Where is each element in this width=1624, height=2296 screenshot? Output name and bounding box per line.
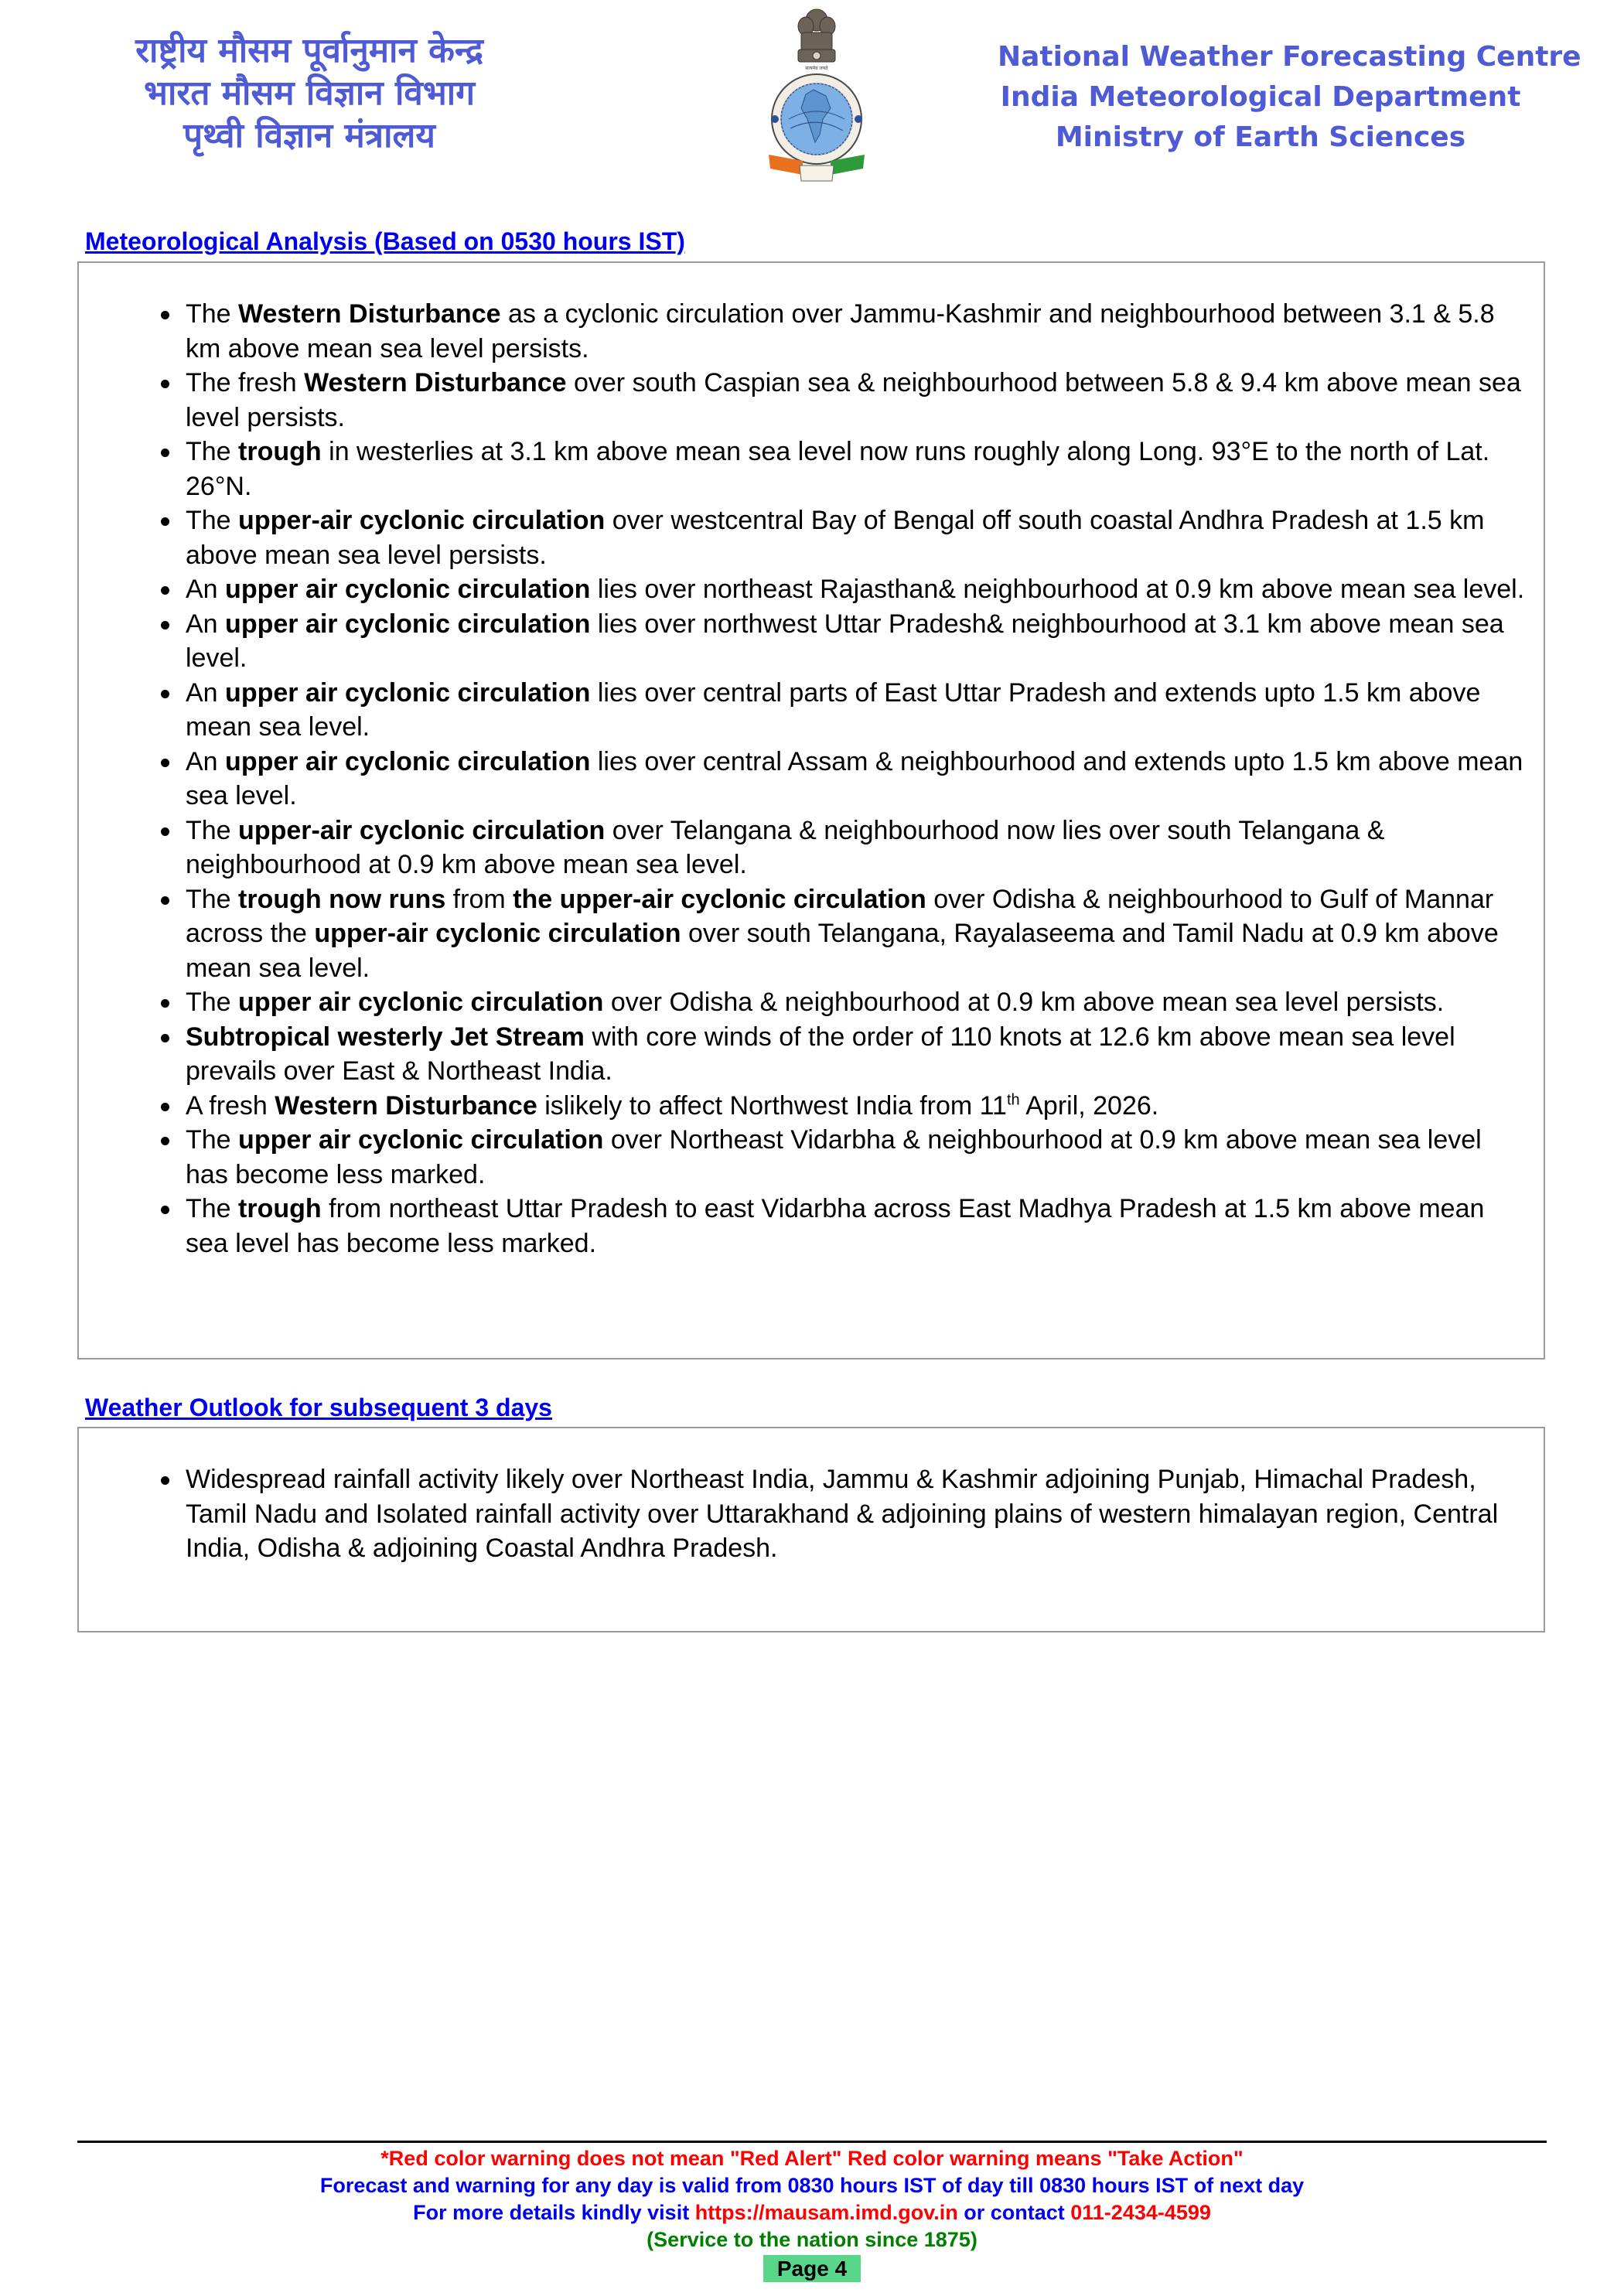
bullet-item xyxy=(79,1089,1544,1124)
text-segment: over south Telangana, Rayalaseema and Tamil Nadu at 0.9 km above mean sea level. xyxy=(186,919,1499,983)
imd-emblem-icon xyxy=(766,3,868,183)
bullet-item xyxy=(79,572,1544,607)
text-segment: Widespread rainfall activity likely over Northeast India, Jammu & Kashmir adjoining Punjab, Himachal Pradesh, Tamil Nadu and Isolated rainfall activity over Uttarakhand & adjoining plains of western himalayan region, Central India, Odisha & adjoining Coastal Andhra Pradesh. xyxy=(186,1465,1499,1563)
bold-term: Western Disturbance xyxy=(304,368,567,397)
hindi-line-2: भारत मौसम विज्ञान विभाग xyxy=(144,73,475,113)
bullet-dot-icon xyxy=(161,1206,169,1214)
bullet-dot-icon xyxy=(161,999,169,1008)
hindi-org-name xyxy=(108,29,510,157)
bold-term: upper air cyclonic circulation xyxy=(238,1125,604,1155)
english-line-1: National Weather Forecasting Centre xyxy=(998,41,1581,73)
bold-term: upper-air cyclonic circulation xyxy=(238,506,606,535)
text-segment: A fresh xyxy=(186,1090,275,1121)
page-number-badge: Page 4 xyxy=(763,2255,861,2282)
text-segment: The xyxy=(186,884,239,914)
weather-outlook-heading[interactable]: Weather Outlook for subsequent 3 days xyxy=(85,1394,552,1421)
bullet-item xyxy=(79,814,1544,882)
bold-term: Western Disturbance xyxy=(275,1090,537,1121)
bold-term: Western Disturbance xyxy=(238,299,501,329)
text-segment: The xyxy=(186,988,239,1017)
bold-term: upper air cyclonic circulation xyxy=(225,609,591,639)
text-segment: The xyxy=(186,506,239,535)
weather-outlook-box xyxy=(77,1427,1545,1632)
hindi-line-3: पृथ्वी विज्ञान मंत्रालय xyxy=(183,116,435,155)
footer xyxy=(77,2145,1547,2283)
text-segment: over south Caspian sea & neighbourhood between 5.8 & 9.4 km above mean sea level persists. xyxy=(186,368,1521,432)
bold-term: Subtropical westerly Jet Stream xyxy=(186,1022,585,1052)
bullet-dot-icon xyxy=(161,827,169,836)
bullet-dot-icon xyxy=(161,586,169,595)
bullet-item xyxy=(79,607,1544,676)
red-warning-note: *Red color warning does not mean "Red Alert" Red color warning means "Take Action" xyxy=(380,2147,1244,2170)
bullet-item xyxy=(79,745,1544,814)
bold-term: upper air cyclonic circulation xyxy=(238,988,604,1017)
meteorological-analysis-heading[interactable]: Meteorological Analysis (Based on 0530 hours IST) xyxy=(85,227,685,255)
contact-mid: or contact xyxy=(957,2201,1071,2224)
bullet-item xyxy=(79,1020,1544,1089)
bullet-item xyxy=(79,985,1544,1020)
english-org-name xyxy=(998,37,1581,158)
bullet-dot-icon xyxy=(161,380,169,388)
bold-term: the upper-air cyclonic circulation xyxy=(513,884,926,914)
bold-term: upper air cyclonic circulation xyxy=(225,746,591,776)
text-segment: lies over northeast Rajasthan& neighbourhood at 0.9 km above mean sea level. xyxy=(590,575,1525,604)
website-link[interactable]: https://mausam.imd.gov.in xyxy=(694,2201,958,2224)
text-segment: April, 2026. xyxy=(1019,1090,1159,1121)
text-segment: The xyxy=(186,437,239,466)
service-note: (Service to the nation since 1875) xyxy=(647,2228,977,2251)
text-segment: with core winds of the order of 110 knots at 12.6 km above mean sea level prevails over East & Northeast India. xyxy=(186,1022,1455,1086)
validity-note: Forecast and warning for any day is valid from 0830 hours IST of day till 0830 hours IST of next day xyxy=(319,2174,1305,2197)
bullet-dot-icon xyxy=(161,311,169,319)
bold-term: trough now runs xyxy=(238,884,446,914)
analysis-bullet-list xyxy=(79,297,1544,1261)
bullet-dot-icon xyxy=(161,896,169,905)
text-segment: lies over central parts of East Uttar Pradesh and extends upto 1.5 km above mean sea level. xyxy=(186,677,1481,742)
text-segment: The xyxy=(186,815,239,845)
footer-divider xyxy=(77,2141,1547,2143)
hindi-line-1: राष्ट्रीय मौसम पूर्वानुमान केन्द्र xyxy=(135,31,483,70)
text-segment: The fresh xyxy=(186,368,305,397)
bullet-dot-icon xyxy=(161,759,169,767)
svg-text:सत्यमेव जयते: सत्यमेव जयते xyxy=(805,67,828,71)
english-line-3: Ministry of Earth Sciences xyxy=(1055,121,1466,153)
text-segment: over Odisha & neighbourhood to Gulf of Mannar across the xyxy=(186,884,1494,948)
bullet-item xyxy=(79,366,1544,435)
text-segment: The xyxy=(186,1125,239,1155)
bold-term: upper-air cyclonic circulation xyxy=(238,815,606,845)
text-segment: in westerlies at 3.1 km above mean sea level now runs roughly along Long. 93°E to the north of Lat. 26°N. xyxy=(186,437,1490,501)
text-segment: as a cyclonic circulation over Jammu-Kashmir and neighbourhood between 3.1 & 5.8 km above mean sea level persists. xyxy=(186,299,1495,363)
bold-term: upper air cyclonic circulation xyxy=(225,677,591,708)
bold-term: upper air cyclonic circulation xyxy=(225,575,591,604)
meteorological-analysis-box xyxy=(77,261,1545,1360)
text-segment: over Odisha & neighbourhood at 0.9 km above mean sea level persists. xyxy=(603,988,1445,1017)
imd-emblem-logo xyxy=(766,3,868,183)
text-segment: lies over northwest Uttar Pradesh& neighbourhood at 3.1 km above mean sea level. xyxy=(186,609,1504,673)
bullet-item xyxy=(79,882,1544,986)
text-segment: An xyxy=(186,609,226,639)
bullet-dot-icon xyxy=(161,1137,169,1145)
outlook-bullet-list xyxy=(79,1462,1544,1566)
bullet-item xyxy=(79,503,1544,572)
text-segment: over Telangana & neighbourhood now lies over south Telangana & neighbourhood at 0.9 km above mean sea level. xyxy=(186,815,1385,879)
text-segment: over Northeast Vidarbha & neighbourhood at 0.9 km above mean sea level has become less marked. xyxy=(186,1125,1482,1189)
bullet-dot-icon xyxy=(161,449,169,457)
bullet-item xyxy=(79,1192,1544,1261)
bullet-item xyxy=(79,435,1544,503)
text-segment: An xyxy=(186,575,226,604)
text-segment: The xyxy=(186,299,239,329)
text-segment: lies over central Assam & neighbourhood and extends upto 1.5 km above mean sea level. xyxy=(186,746,1523,810)
bullet-dot-icon xyxy=(161,1034,169,1042)
bullet-item xyxy=(79,676,1544,745)
phone-number: 011-2434-4599 xyxy=(1070,2201,1211,2224)
bullet-item xyxy=(79,1123,1544,1192)
contact-prefix: For more details kindly visit xyxy=(413,2201,695,2224)
bullet-dot-icon xyxy=(161,517,169,526)
bullet-item xyxy=(79,1462,1544,1566)
text-segment: The xyxy=(186,1194,239,1223)
bullet-dot-icon xyxy=(161,621,169,629)
text-segment: An xyxy=(186,677,226,708)
bullet-dot-icon xyxy=(161,1476,169,1485)
text-segment: from northeast Uttar Pradesh to east Vidarbha across East Madhya Pradesh at 1.5 km above mean sea level has become less marked. xyxy=(186,1194,1485,1258)
text-segment: An xyxy=(186,746,226,776)
bold-term: trough xyxy=(238,1194,322,1223)
bold-term: upper-air cyclonic circulation xyxy=(314,919,681,948)
bullet-item xyxy=(79,297,1544,366)
bold-term: trough xyxy=(238,437,322,466)
text-segment: from xyxy=(445,884,513,914)
bullet-dot-icon xyxy=(161,1103,169,1111)
english-line-2: India Meteorological Department xyxy=(1000,81,1521,113)
contact-note xyxy=(77,2199,1547,2226)
text-segment: over westcentral Bay of Bengal off south coastal Andhra Pradesh at 1.5 km above mean sea level persists. xyxy=(186,506,1485,570)
superscript: th xyxy=(1006,1091,1020,1109)
bullet-dot-icon xyxy=(161,690,169,698)
text-segment: islikely to affect Northwest India from 11 xyxy=(537,1090,1007,1121)
